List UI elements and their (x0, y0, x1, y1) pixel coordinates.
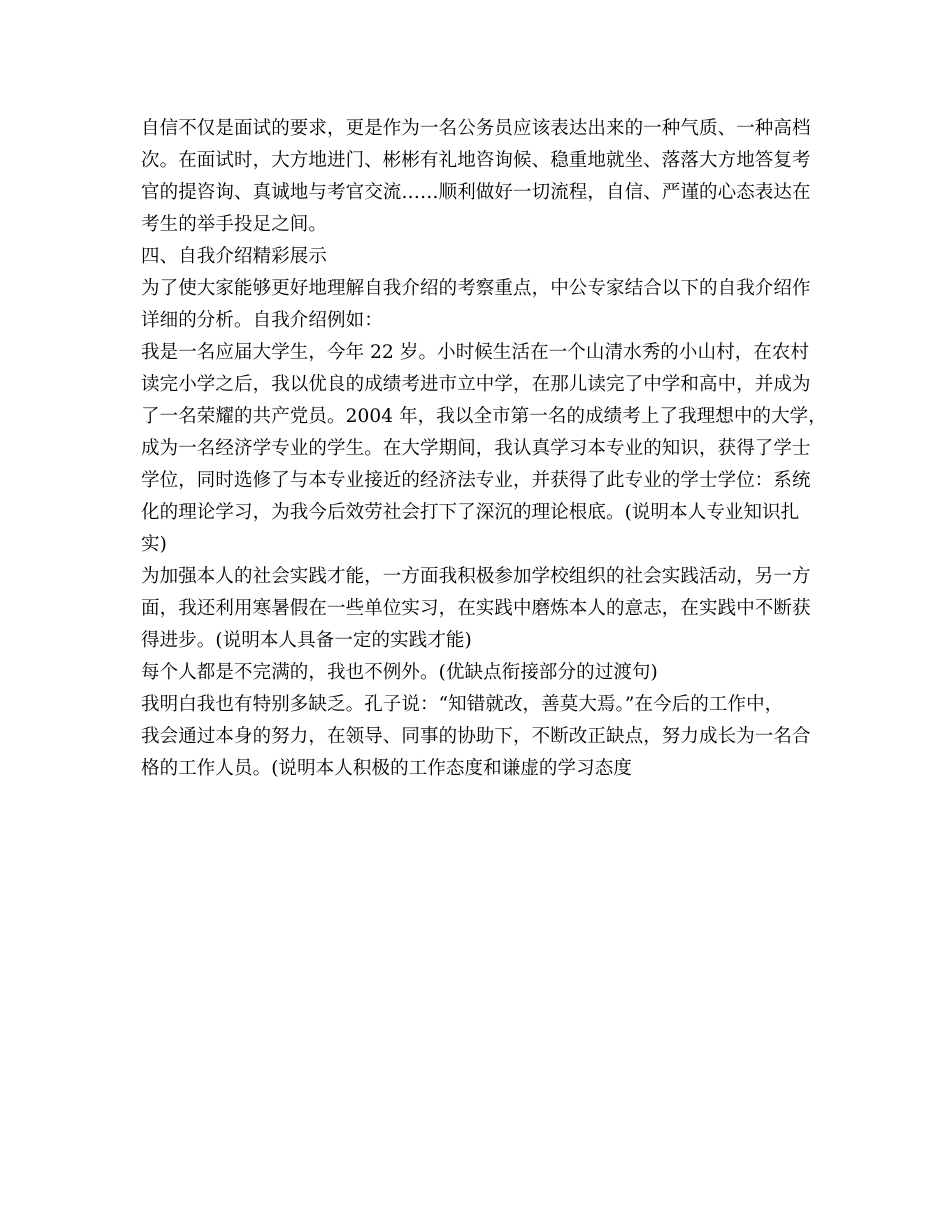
paragraph-line: 为了使大家能够更好地理解自我介绍的考察重点，中公专家结合以下的自我介绍作 (141, 278, 811, 299)
paragraph-line: 为加强本人的社会实践才能，一方面我积极参加学校组织的社会实践活动，另一方 (141, 566, 811, 587)
paragraph-line: 官的提咨询、真诚地与考官交流……顺利做好一切流程，自信、严谨的心态表达在 (141, 182, 811, 203)
paragraph-line: 读完小学之后，我以优良的成绩考进市立中学，在那儿读完了中学和高中，并成为 (141, 374, 811, 395)
section-heading: 四、自我介绍精彩展示 (141, 246, 328, 267)
paragraph-line: 我是一名应届大学生，今年 22 岁。小时候生活在一个山清水秀的小山村，在农村 (141, 342, 810, 363)
paragraph-line: 我会通过本身的努力，在领导、同事的协助下，不断改正缺点，努力成长为一名合 (141, 726, 811, 747)
paragraph-line: 每个人都是不完满的，我也不例外。(优缺点衔接部分的过渡句) (141, 662, 658, 683)
paragraph-line: 考生的举手投足之间。 (141, 214, 328, 235)
paragraph-line: 化的理论学习，为我今后效劳社会打下了深沉的理论根底。(说明本人专业知识扎 (141, 502, 800, 523)
paragraph-line: 详细的分析。自我介绍例如： (141, 310, 383, 331)
paragraph-line: 了一名荣耀的共产党员。2004 年，我以全市第一名的成绩考上了我理想中的大学， (141, 406, 827, 427)
paragraph-line: 格的工作人员。(说明本人积极的工作态度和谦虚的学习态度 (141, 758, 632, 779)
paragraph-line: 次。在面试时，大方地进门、彬彬有礼地咨询候、稳重地就坐、落落大方地答复考 (141, 150, 811, 171)
paragraph-line: 自信不仅是面试的要求，更是作为一名公务员应该表达出来的一种气质、一种高档 (141, 118, 811, 139)
paragraph-line: 学位，同时选修了与本专业接近的经济法专业，并获得了此专业的学士学位：系统 (141, 470, 811, 491)
paragraph-line: 实) (141, 534, 167, 555)
paragraph-line: 成为一名经济学专业的学生。在大学期间，我认真学习本专业的知识，获得了学士 (141, 438, 811, 459)
document-page (141, 113, 827, 785)
paragraph-line: 得进步。(说明本人具备一定的实践才能) (141, 630, 472, 651)
paragraph-line: 我明白我也有特别多缺乏。孔子说：“知错就改，善莫大焉。”在今后的工作中， (141, 694, 784, 715)
paragraph-line: 面，我还利用寒暑假在一些单位实习，在实践中磨炼本人的意志，在实践中不断获 (141, 598, 811, 619)
